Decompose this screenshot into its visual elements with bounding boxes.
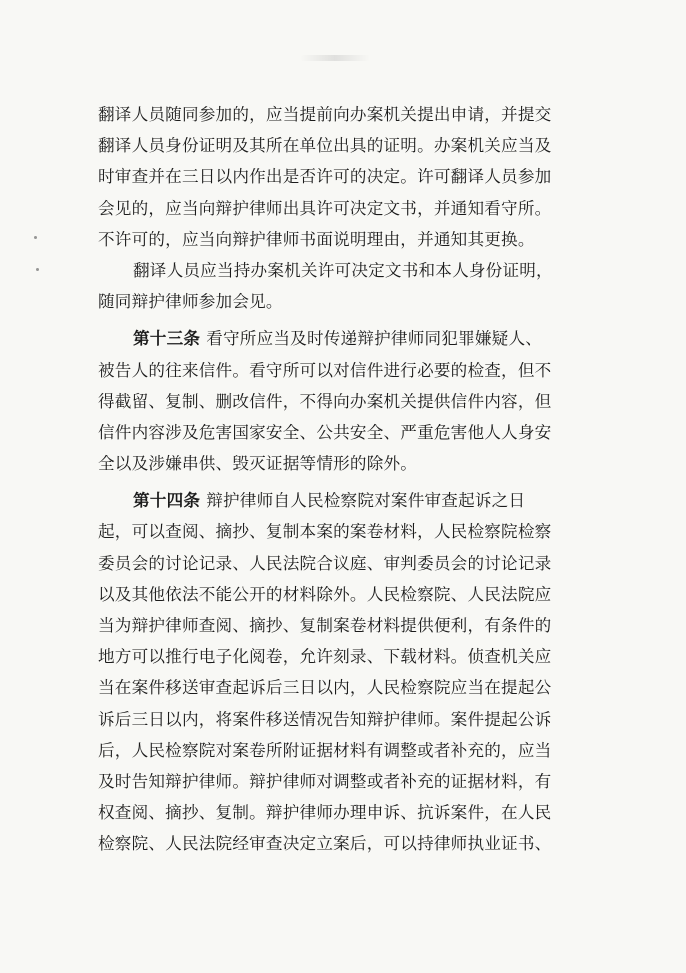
document-body — [98, 99, 618, 860]
paragraph-translator-documents — [98, 255, 618, 317]
scan-speck — [34, 236, 37, 239]
article-heading: 第十三条 — [133, 328, 201, 349]
text-line: 翻译人员随同参加的，应当提前向办案机关提出申请，并提交 — [98, 105, 552, 124]
text-line: 检察院、人民法院经审查决定立案后，可以持律师执业证书、 — [98, 834, 552, 854]
scan-speck — [36, 268, 39, 271]
article-13 — [98, 323, 618, 479]
text-line: 诉后三日以内，将案件移送情况告知辩护律师。案件提起公诉 — [98, 709, 552, 729]
text-line: 地方可以推行电子化阅卷，允许刻录、下载材料。侦查机关应 — [98, 647, 552, 667]
text-line: 委员会的讨论记录、人民法院合议庭、审判委员会的讨论记录 — [98, 553, 552, 573]
text-line: 信件内容涉及危害国家安全、公共安全、严重危害他人人身安 — [98, 422, 552, 442]
article-text: 看守所应当及时传递辩护律师同犯罪嫌疑人、 — [206, 329, 543, 349]
text-line: 起，可以查阅、摘抄、复制本案的案卷材料，人民检察院检察 — [98, 522, 552, 542]
text-line: 权查阅、摘抄、复制。辩护律师办理申诉、抗诉案件，在人民 — [98, 803, 552, 823]
text-line: 不许可的，应当向辩护律师书面说明理由，并通知其更换。 — [98, 229, 535, 249]
text-line: 被告人的往来信件。看守所可以对信件进行必要的检查，但不 — [98, 360, 552, 380]
text-line: 当在案件移送审查起诉后三日以内，人民检察院应当在提起公 — [98, 678, 552, 698]
text-line: 全以及涉嫌串供、毁灭证据等情形的除外。 — [98, 454, 418, 474]
text-line: 时审查并在三日以内作出是否许可的决定。许可翻译人员参加 — [98, 167, 552, 187]
text-line: 当为辩护律师查阅、摘抄、复制案卷材料提供便利，有条件的 — [98, 616, 552, 635]
text-line: 翻译人员身份证明及其所在单位出具的证明。办案机关应当及 — [98, 136, 552, 156]
article-14 — [98, 485, 618, 859]
text-line: 随同辩护律师参加会见。 — [98, 292, 283, 312]
text-line — [98, 323, 618, 354]
text-line: 会见的，应当向辩护律师出具许可决定文书，并通知看守所。 — [98, 198, 552, 218]
article-text: 辩护律师自人民检察院对案件审查起诉之日 — [206, 491, 526, 511]
article-heading: 第十四条 — [133, 490, 201, 511]
text-line: 后，人民检察院对案卷所附证据材料有调整或者补充的，应当 — [98, 740, 552, 760]
text-line — [98, 485, 618, 516]
scan-smudge — [300, 55, 370, 61]
text-line: 得截留、复制、删改信件，不得向办案机关提供信件内容，但 — [98, 391, 552, 411]
text-line: 翻译人员应当持办案机关许可决定文书和本人身份证明， — [133, 260, 553, 280]
text-line: 以及其他依法不能公开的材料除外。人民检察院、人民法院应 — [98, 584, 552, 604]
text-line: 及时告知辩护律师。辩护律师对调整或者补充的证据材料，有 — [98, 771, 552, 791]
paragraph-translator-application — [98, 99, 618, 255]
